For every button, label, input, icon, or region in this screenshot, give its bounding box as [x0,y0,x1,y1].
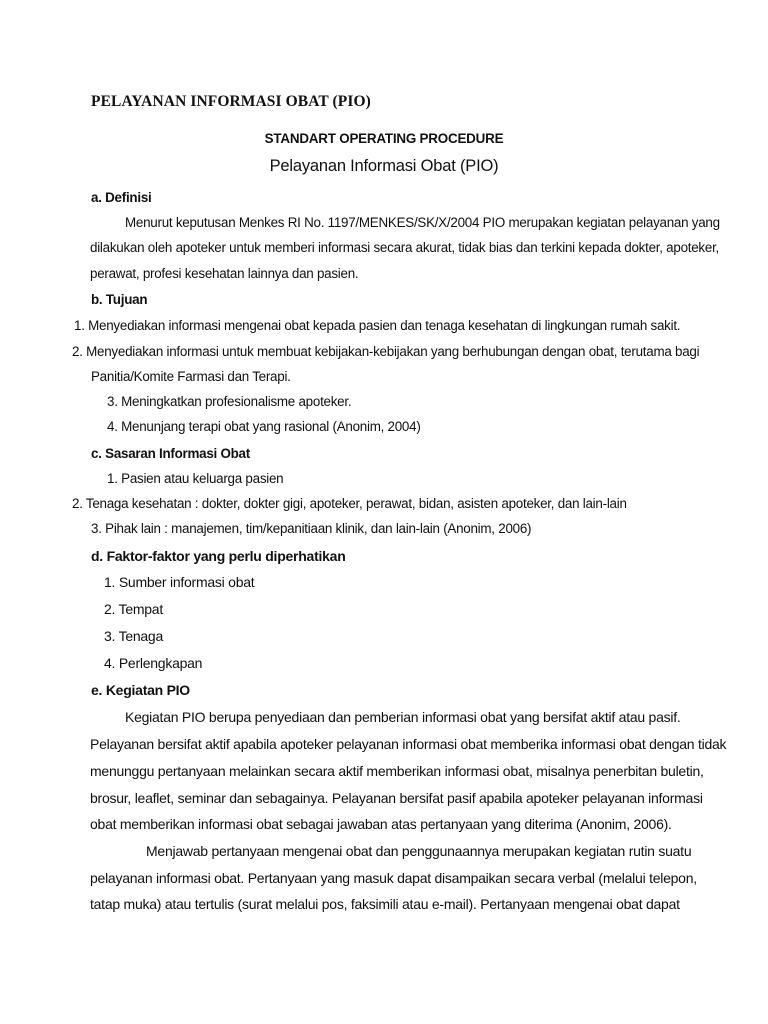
sasaran-item: 3. Pihak lain : manajemen, tim/kepanitiaan klinik, dan lain-lain (Anonim, 2006) [91,521,532,536]
sasaran-item: 1. Pasien atau keluarga pasien [107,471,284,486]
tujuan-item: 3. Meningkatkan profesionalisme apoteker. [107,394,352,409]
tujuan-item: 1. Menyediakan informasi mengenai obat kepada pasien dan tenaga kesehatan di lingkungan rumah sakit. [74,318,681,333]
faktor-item: 2. Tempat [104,601,163,617]
definisi-line: perawat, profesi kesehatan lainnya dan pasien. [90,266,359,281]
section-heading-faktor: d. Faktor-faktor yang perlu diperhatikan [91,548,346,564]
kegiatan-paragraph-line: pelayanan informasi obat. Pertanyaan yang masuk dapat disampaikan secara verbal (melalui telepon, [90,870,697,886]
tujuan-item: 4. Menunjang terapi obat yang rasional (Anonim, 2004) [107,419,421,434]
kegiatan-paragraph-line: Pelayanan bersifat aktif apabila apoteker pelayanan informasi obat memberika informasi obat dengan tidak [90,736,727,752]
kegiatan-paragraph-line: brosur, leaflet, seminar dan sebagainya. Pelayanan bersifat pasif apabila apoteker pelayanan informasi [90,790,703,806]
kegiatan-paragraph-line: obat memberikan informasi obat sebagai jawaban atas pertanyaan yang diterima (Anonim, 2006). [90,816,672,832]
kegiatan-paragraph-line: Kegiatan PIO berupa penyediaan dan pemberian informasi obat yang bersifat aktif atau pasif. [125,709,681,725]
kegiatan-paragraph-line: menunggu pertanyaan melainkan secara aktif memberikan informasi obat, misalnya penerbitan buletin, [90,763,704,779]
faktor-item: 4. Perlengkapan [104,655,203,671]
sop-heading: STANDART OPERATING PROCEDURE [264,131,504,146]
kegiatan-paragraph-line: Menjawab pertanyaan mengenai obat dan penggunaannya merupakan kegiatan rutin suatu [146,843,692,859]
section-heading-definisi: a. Definisi [91,190,152,205]
section-heading-kegiatan: e. Kegiatan PIO [91,682,190,698]
tujuan-item: 2. Menyediakan informasi untuk membuat kebijakan-kebijakan yang berhubungan dengan obat, terutama bagi [72,344,700,359]
section-heading-sasaran: c. Sasaran Informasi Obat [91,446,250,461]
tujuan-item-continued: Panitia/Komite Farmasi dan Terapi. [91,369,291,384]
faktor-item: 1. Sumber informasi obat [104,574,255,590]
document-title: PELAYANAN INFORMASI OBAT (PIO) [91,93,371,110]
faktor-item: 3. Tenaga [104,628,163,644]
section-heading-tujuan: b. Tujuan [91,292,148,307]
definisi-line: dilakukan oleh apoteker untuk memberi informasi secara akurat, tidak bias dan terkini kepada dokter, apoteker, [90,240,720,255]
definisi-line: Menurut keputusan Menkes RI No. 1197/MENKES/SK/X/2004 PIO merupakan kegiatan pelayanan yang [125,215,720,230]
sasaran-item: 2. Tenaga kesehatan : dokter, dokter gigi, apoteker, perawat, bidan, asisten apoteker, dan lain-lain [72,496,627,511]
sop-subheading: Pelayanan Informasi Obat (PIO) [269,157,499,175]
kegiatan-paragraph-line: tatap muka) atau tertulis (surat melalui pos, faksimili atau e-mail). Pertanyaan mengenai obat dapat [90,896,680,912]
